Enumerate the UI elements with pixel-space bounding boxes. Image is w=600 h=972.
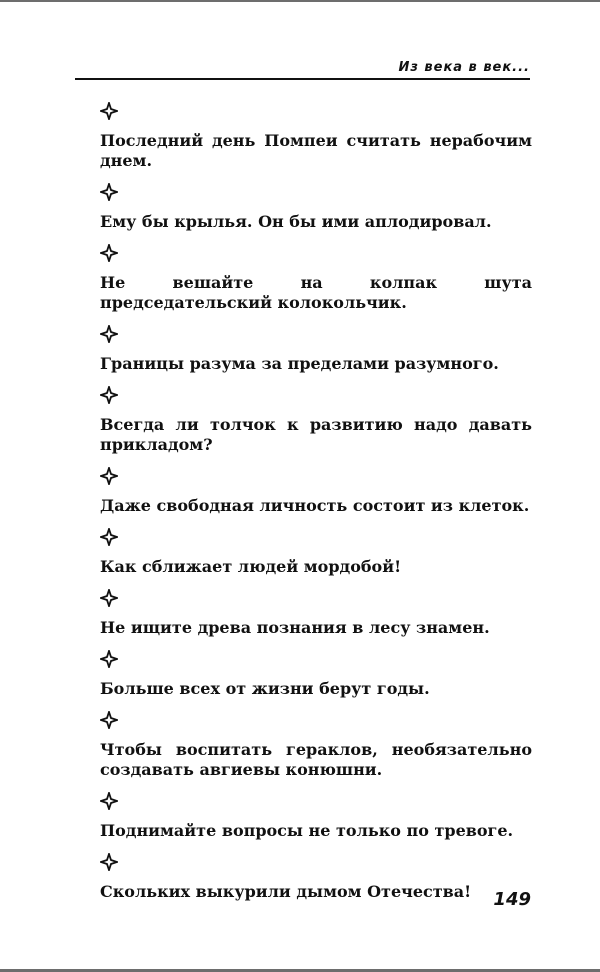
page-top-edge <box>0 0 600 2</box>
aphorism-item <box>100 325 532 374</box>
aphorism-text: Последний день Помпеи считать нерабочим днем. <box>100 131 532 170</box>
four-point-star-icon <box>100 244 118 262</box>
aphorism-text: Не вешайте на колпак шута председательский колокольчик. <box>100 273 532 312</box>
page-number: 149 <box>493 889 531 910</box>
four-point-star-icon <box>100 589 118 607</box>
four-point-star-icon <box>100 711 118 729</box>
aphorism-text: Больше всех от жизни берут годы. <box>100 679 430 698</box>
aphorism-item <box>100 711 532 780</box>
four-point-star-icon <box>100 325 118 343</box>
four-point-star-icon <box>100 792 118 810</box>
aphorism-text: Ему бы крылья. Он бы ими аплодировал. <box>100 212 492 231</box>
aphorism-text: Скольких выкурили дымом Отечества! <box>100 882 472 901</box>
aphorism-text: Границы разума за пределами разумного. <box>100 354 499 373</box>
aphorism-item <box>100 792 532 841</box>
running-head: Из века в век... <box>398 60 530 75</box>
aphorism-text: Поднимайте вопросы не только по тревоге. <box>100 821 514 840</box>
four-point-star-icon <box>100 528 118 546</box>
four-point-star-icon <box>100 183 118 201</box>
aphorism-item <box>100 589 532 638</box>
four-point-star-icon <box>100 102 118 120</box>
aphorism-item <box>100 386 532 455</box>
four-point-star-icon <box>100 386 118 404</box>
aphorism-item <box>100 244 532 313</box>
aphorism-list <box>100 102 532 914</box>
aphorism-item <box>100 467 532 516</box>
four-point-star-icon <box>100 650 118 668</box>
aphorism-text: Всегда ли толчок к развитию надо давать прикладом? <box>100 415 532 454</box>
header-rule <box>75 78 530 80</box>
four-point-star-icon <box>100 853 118 871</box>
aphorism-text: Даже свободная личность состоит из клеток. <box>100 496 530 515</box>
aphorism-item <box>100 650 532 699</box>
aphorism-item <box>100 528 532 577</box>
four-point-star-icon <box>100 467 118 485</box>
aphorism-text: Чтобы воспитать гераклов, необязательно создавать авгиевы конюшни. <box>100 740 532 779</box>
aphorism-item <box>100 102 532 171</box>
aphorism-text: Как сближает людей мордобой! <box>100 557 402 576</box>
aphorism-item <box>100 183 532 232</box>
aphorism-text: Не ищите древа познания в лесу знамен. <box>100 618 490 637</box>
